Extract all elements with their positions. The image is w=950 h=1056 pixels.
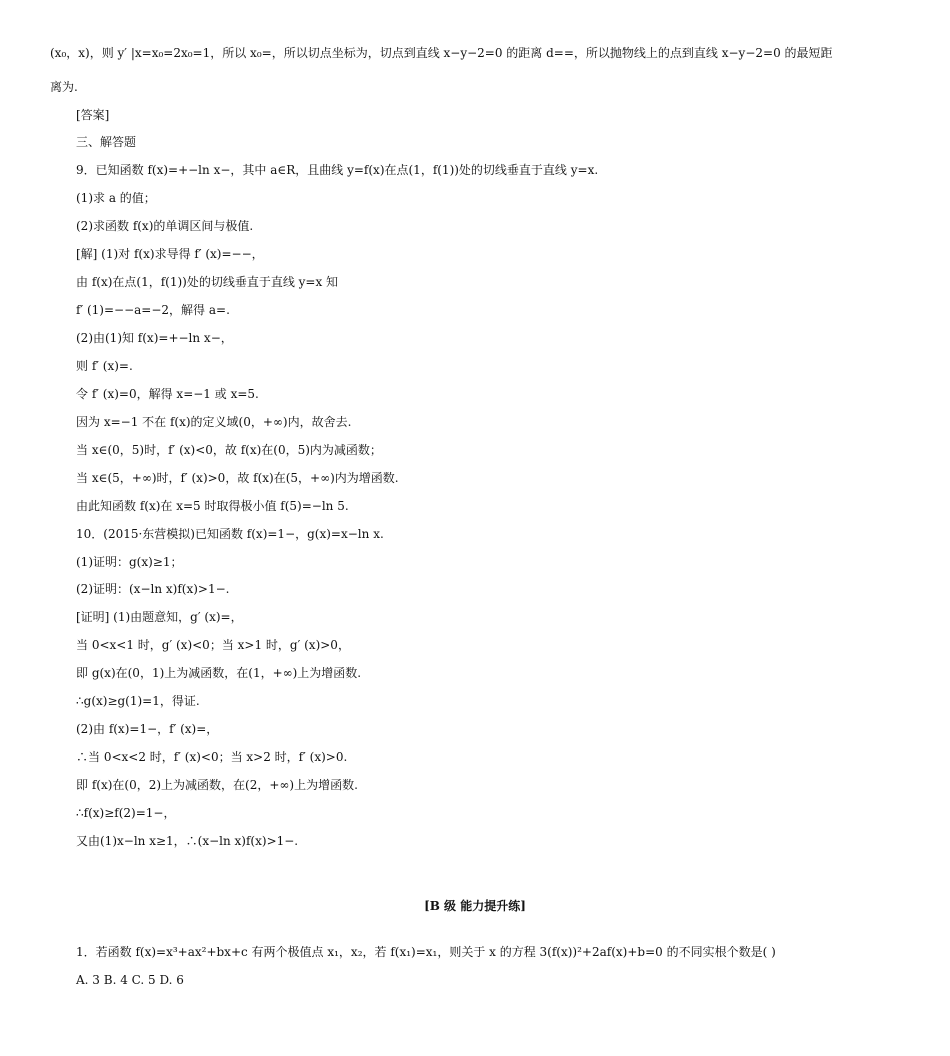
- text-line: 即 g(x)在(0，1)上为减函数，在(1，+∞)上为增函数.: [76, 666, 362, 680]
- text-line: (2)证明：(x−ln x)f(x)>1−.: [76, 582, 230, 596]
- answer-options: A. 3 B. 4 C. 5 D. 6: [76, 973, 184, 987]
- text-line: [证明] (1)由题意知，g′ (x)=，: [76, 610, 243, 624]
- text-line: [解] (1)对 f(x)求导得 f′ (x)=−−，: [76, 247, 264, 261]
- text-line: (2)求函数 f(x)的单调区间与极值.: [76, 219, 254, 233]
- text-line: 令 f′ (x)=0，解得 x=−1 或 x=5.: [76, 387, 259, 401]
- text-line: 离为.: [50, 80, 78, 94]
- text-line: (x₀，x)，则 y′ |x=x₀=2x₀=1，所以 x₀=，所以切点坐标为，切点到直线 x−y−2=0 的距离 d==，所以抛物线上的点到直线 x−y−2=0 的最短距: [50, 46, 833, 60]
- section-title-b-level: [B 级 能力提升练]: [424, 899, 526, 913]
- problem-10: 10．(2015·东营模拟)已知函数 f(x)=1−，g(x)=x−ln x.: [76, 527, 384, 541]
- text-line: ∴g(x)≥g(1)=1，得证.: [76, 694, 200, 708]
- section-heading: 三、解答题: [76, 135, 137, 149]
- text-line: (1)证明：g(x)≥1；: [76, 555, 183, 569]
- text-line: 当 x∈(5，+∞)时，f′ (x)>0，故 f(x)在(5，+∞)内为增函数.: [76, 471, 399, 485]
- text-line: 由 f(x)在点(1，f(1))处的切线垂直于直线 y=x 知: [76, 275, 339, 289]
- text-line: 因为 x=−1 不在 f(x)的定义域(0，+∞)内，故舍去.: [76, 415, 352, 429]
- text-line: (2)由 f(x)=1−，f′ (x)=，: [76, 722, 219, 736]
- text-line: 当 0<x<1 时，g′ (x)<0；当 x>1 时，g′ (x)>0，: [76, 638, 350, 652]
- problem-b1: 1．若函数 f(x)=x³+ax²+bx+c 有两个极值点 x₁，x₂，若 f(x₁)=x₁，则关于 x 的方程 3(f(x))²+2af(x)+b=0 的不同实根个数是( ): [76, 945, 776, 959]
- text-line: 又由(1)x−ln x≥1，∴(x−ln x)f(x)>1−.: [76, 834, 299, 848]
- text-line: ∴f(x)≥f(2)=1−，: [76, 806, 176, 820]
- text-line: 则 f′ (x)=.: [76, 359, 133, 373]
- text-line: 即 f(x)在(0，2)上为减函数，在(2，+∞)上为增函数.: [76, 778, 358, 792]
- text-line: ∴当 0<x<2 时，f′ (x)<0；当 x>2 时，f′ (x)>0.: [76, 750, 348, 764]
- text-line: (1)求 a 的值；: [76, 191, 156, 205]
- text-line: (2)由(1)知 f(x)=+−ln x−，: [76, 331, 233, 345]
- text-line: 由此知函数 f(x)在 x=5 时取得极小值 f(5)=−ln 5.: [76, 499, 349, 513]
- text-line: f′ (1)=−−a=−2，解得 a=.: [76, 303, 230, 317]
- text-line: [答案]: [76, 108, 110, 122]
- problem-9: 9．已知函数 f(x)=+−ln x−，其中 a∈R，且曲线 y=f(x)在点(1，f(1))处的切线垂直于直线 y=x.: [76, 163, 599, 177]
- text-line: 当 x∈(0，5)时，f′ (x)<0，故 f(x)在(0，5)内为减函数；: [76, 443, 382, 457]
